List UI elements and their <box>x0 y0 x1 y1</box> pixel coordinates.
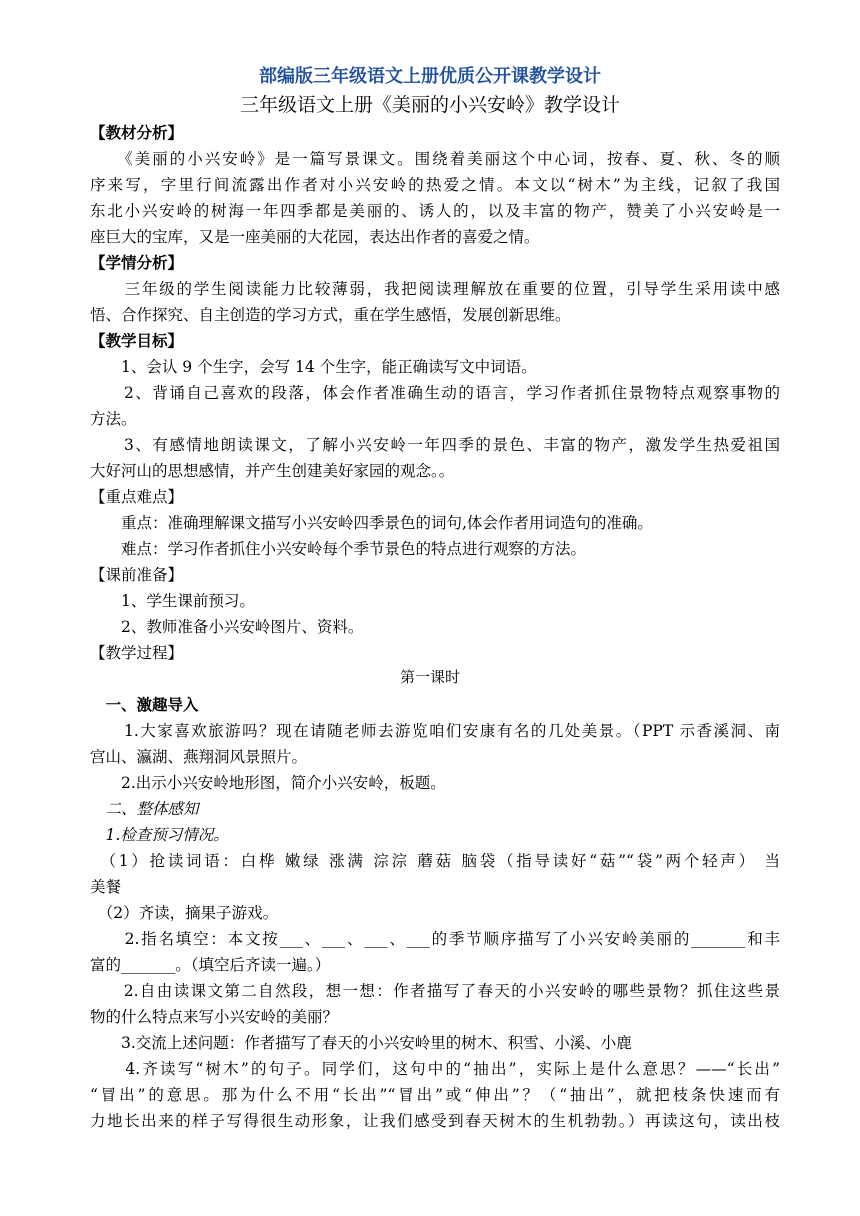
step2-subheading: 1.检查预习情况。 <box>90 826 229 844</box>
paragraph-line: 2.指名填空：本文按___、___、___、___的季节顺序描写了小兴安岭美丽的_______和丰 <box>90 930 780 948</box>
paragraph-line: 力地长出来的样子写得很生动形象，让我们感受到春天树木的生机勃勃。）再读这句，读出枝 <box>90 1112 780 1130</box>
paragraph-line: 座巨大的宝库，又是一座美丽的大花园，表达出作者的喜爱之情。 <box>90 228 540 246</box>
paragraph-line: 三年级的学生阅读能力比较薄弱，我把阅读理解放在重要的位置，引导学生采用读中感 <box>90 280 780 298</box>
heading-prep: 【课前准备】 <box>90 566 184 584</box>
lesson-title: 第一课时 <box>399 668 460 686</box>
paragraph-line: 富的_______。（填空后齐读一遍。） <box>90 956 331 974</box>
paragraph-line: 2、背诵自己喜欢的段落，体会作者准确生动的语言，学习作者抓住景物特点观察事物的 <box>90 384 780 402</box>
paragraph-line: 大好河山的思想感情，并产生创建美好家园的观念。。 <box>90 462 455 480</box>
paragraph-line: 物的什么特点来写小兴安岭的美丽？ <box>90 1008 339 1026</box>
step2-heading: 二、整体感知 <box>90 800 199 818</box>
heading-key-points: 【重点难点】 <box>90 488 184 506</box>
paragraph-line: 序来写，字里行间流露出作者对小兴安岭的热爱之情。本文以“树木”为主线，记叙了我国 <box>90 176 780 194</box>
paragraph-line: 2、教师准备小兴安岭图片、资料。 <box>90 618 364 636</box>
heading-process: 【教学过程】 <box>90 644 184 662</box>
doc-title: 三年级语文上册《美丽的小兴安岭》教学设计 <box>239 94 620 116</box>
heading-goals: 【教学目标】 <box>90 331 184 350</box>
paragraph-line: 2.出示小兴安岭地形图，简介小兴安岭，板题。 <box>90 774 446 792</box>
paragraph-line: 4.齐读写“树木”的句子。同学们，这句中的“抽出”，实际上是什么意思？——“长出” <box>90 1060 780 1078</box>
paragraph-line: 方法。 <box>90 410 137 428</box>
paragraph-line: 3.交流上述问题：作者描写了春天的小兴安岭里的树木、积雪、小溪、小鹿 <box>90 1034 632 1052</box>
step1-heading: 一、激趣导入 <box>90 695 199 714</box>
paragraph-line: 美餐 <box>90 878 122 896</box>
paragraph-line: 3、有感情地朗读课文，了解小兴安岭一年四季的景色、丰富的物产，激发学生热爱祖国 <box>90 436 780 454</box>
paragraph-line: 1.大家喜欢旅游吗？现在请随老师去游览咱们安康有名的几处美景。（PPT 示香溪洞、南 <box>90 722 780 740</box>
paragraph-line: （2）齐读，摘果子游戏。 <box>90 904 279 922</box>
paragraph-line: （1）抢读词语：白桦 嫩绿 涨满 淙淙 蘑菇 脑袋（指导读好“菇”“袋”两个轻声） 当 <box>90 852 780 870</box>
paragraph-line: “冒出”的意思。那为什么不用“长出”“冒出”或“伸出”？（“抽出”，就把枝条快速而有 <box>90 1086 780 1104</box>
paragraph-line: 1、会认 9 个生字，会写 14 个生字，能正确读写文中词语。 <box>90 358 537 376</box>
paragraph-line: 难点：学习作者抓住小兴安岭每个季节景色的特点进行观察的方法。 <box>90 540 587 558</box>
paragraph-line: 悟、合作探究、自主创造的学习方式，重在学生感悟，发展创新思维。 <box>90 306 571 324</box>
paragraph-line: 东北小兴安岭的树海一年四季都是美丽的、诱人的，以及丰富的物产，赞美了小兴安岭是一 <box>90 202 780 220</box>
heading-material: 【教材分析】 <box>90 123 184 142</box>
paragraph-line: 宫山、瀛湖、燕翔洞风景照片。 <box>90 748 308 766</box>
paragraph-line: 2.自由读课文第二自然段，想一想：作者描写了春天的小兴安岭的哪些景物？抓住这些景 <box>90 982 780 1000</box>
series-title: 部编版三年级语文上册优质公开课教学设计 <box>259 66 601 87</box>
paragraph-line: 重点：准确理解课文描写小兴安岭四季景色的词句,体会作者用词造句的准确。 <box>90 514 653 532</box>
paragraph-line: 《美丽的小兴安岭》是一篇写景课文。围绕着美丽这个中心词，按春、夏、秋、冬的顺 <box>90 150 780 168</box>
heading-students: 【学情分析】 <box>90 253 184 272</box>
paragraph-line: 1、学生课前预习。 <box>90 592 255 610</box>
